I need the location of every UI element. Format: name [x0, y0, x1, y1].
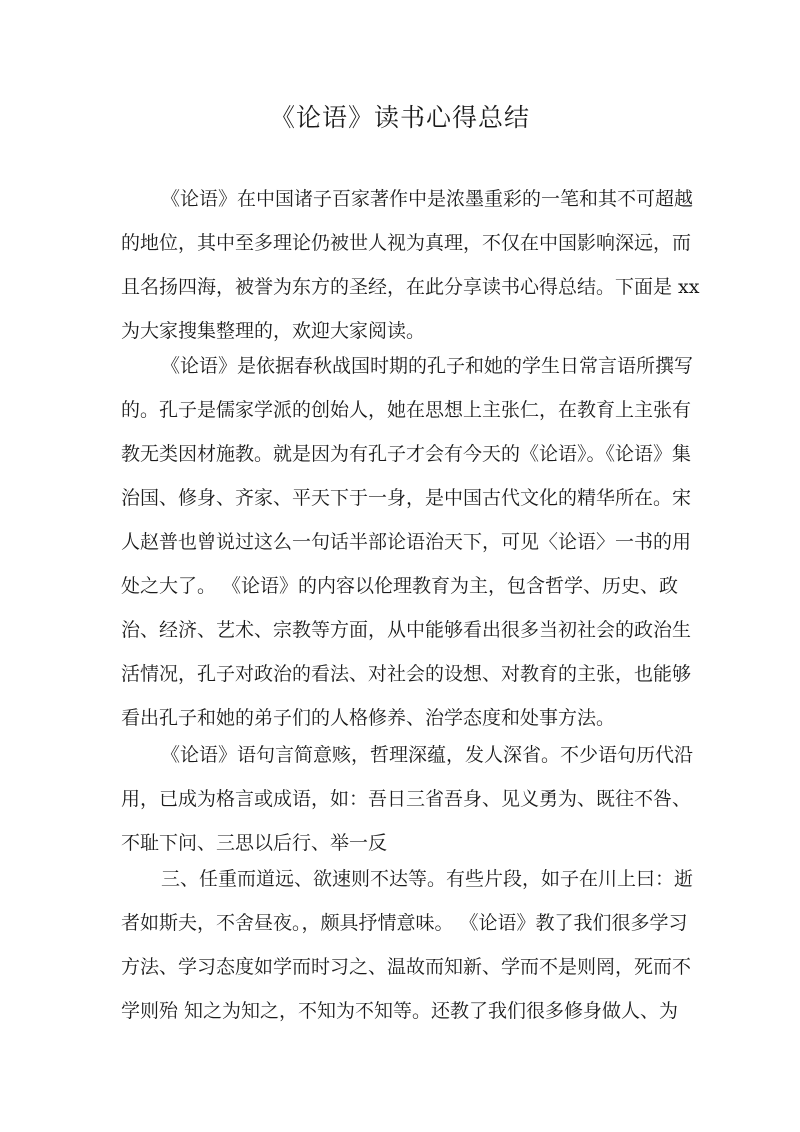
paragraph-line: 的地位，其中至多理论仍被世人视为真理，不仅在中国影响深远，而	[121, 232, 692, 254]
paragraph-line: 的。孔子是儒家学派的创始人，她在思想上主张仁，在教育上主张有	[121, 399, 692, 421]
paragraph-line: 人赵普也曾说过这么一句话半部论语治天下，可见〈论语〉一书的用	[121, 531, 692, 553]
paragraph-line: 处之大了。 《论语》的内容以伦理教育为主，包含哲学、历史、政	[121, 575, 679, 597]
paragraph-line: 看出孔子和她的弟子们的人格修养、治学态度和处事方法。	[121, 707, 616, 729]
paragraph-line: 且名扬四海，被誉为东方的圣经，在此分享读书心得总结。下面是 xx	[121, 276, 700, 298]
paragraph-line: 治、经济、艺术、宗教等方面，从中能够看出很多当初社会的政治生	[121, 619, 692, 641]
paragraph-line: 不耻下问、三思以后行、举一反	[121, 832, 388, 854]
paragraph-line: 三、任重而道远、欲速则不达等。有些片段，如子在川上曰：逝	[161, 868, 694, 890]
document-title: 《论语》读书心得总结	[269, 103, 530, 132]
paragraph-line: 教无类因材施教。就是因为有孔子才会有今天的《论语》。《论语》集	[121, 443, 692, 465]
paragraph-line: 为大家搜集整理的，欢迎大家阅读。	[121, 320, 426, 342]
paragraph-line: 治国、修身、齐家、平天下于一身，是中国古代文化的精华所在。宋	[121, 487, 692, 509]
paragraph-line: 者如斯夫，不舍昼夜。，颇具抒情意味。 《论语》教了我们很多学习	[121, 912, 688, 934]
paragraph-line: 用，已成为格言或成语，如：吾日三省吾身、见义勇为、既往不咎、	[121, 788, 692, 810]
paragraph-line: 学则殆 知之为知之，不知为不知等。还教了我们很多修身做人、为	[121, 1000, 679, 1022]
paragraph-line: 《论语》语句言简意赅，哲理深蕴，发人深省。不少语句历代沿	[161, 744, 694, 766]
paragraph-line: 《论语》在中国诸子百家著作中是浓墨重彩的一笔和其不可超越	[161, 188, 694, 210]
paragraph-line: 《论语》是依据春秋战国时期的孔子和她的学生日常言语所撰写	[161, 355, 694, 377]
paragraph-line: 方法、学习态度如学而时习之、温故而知新、学而不是则罔，死而不	[121, 956, 692, 978]
paragraph-line: 活情况，孔子对政治的看法、对社会的设想、对教育的主张，也能够	[121, 663, 692, 685]
